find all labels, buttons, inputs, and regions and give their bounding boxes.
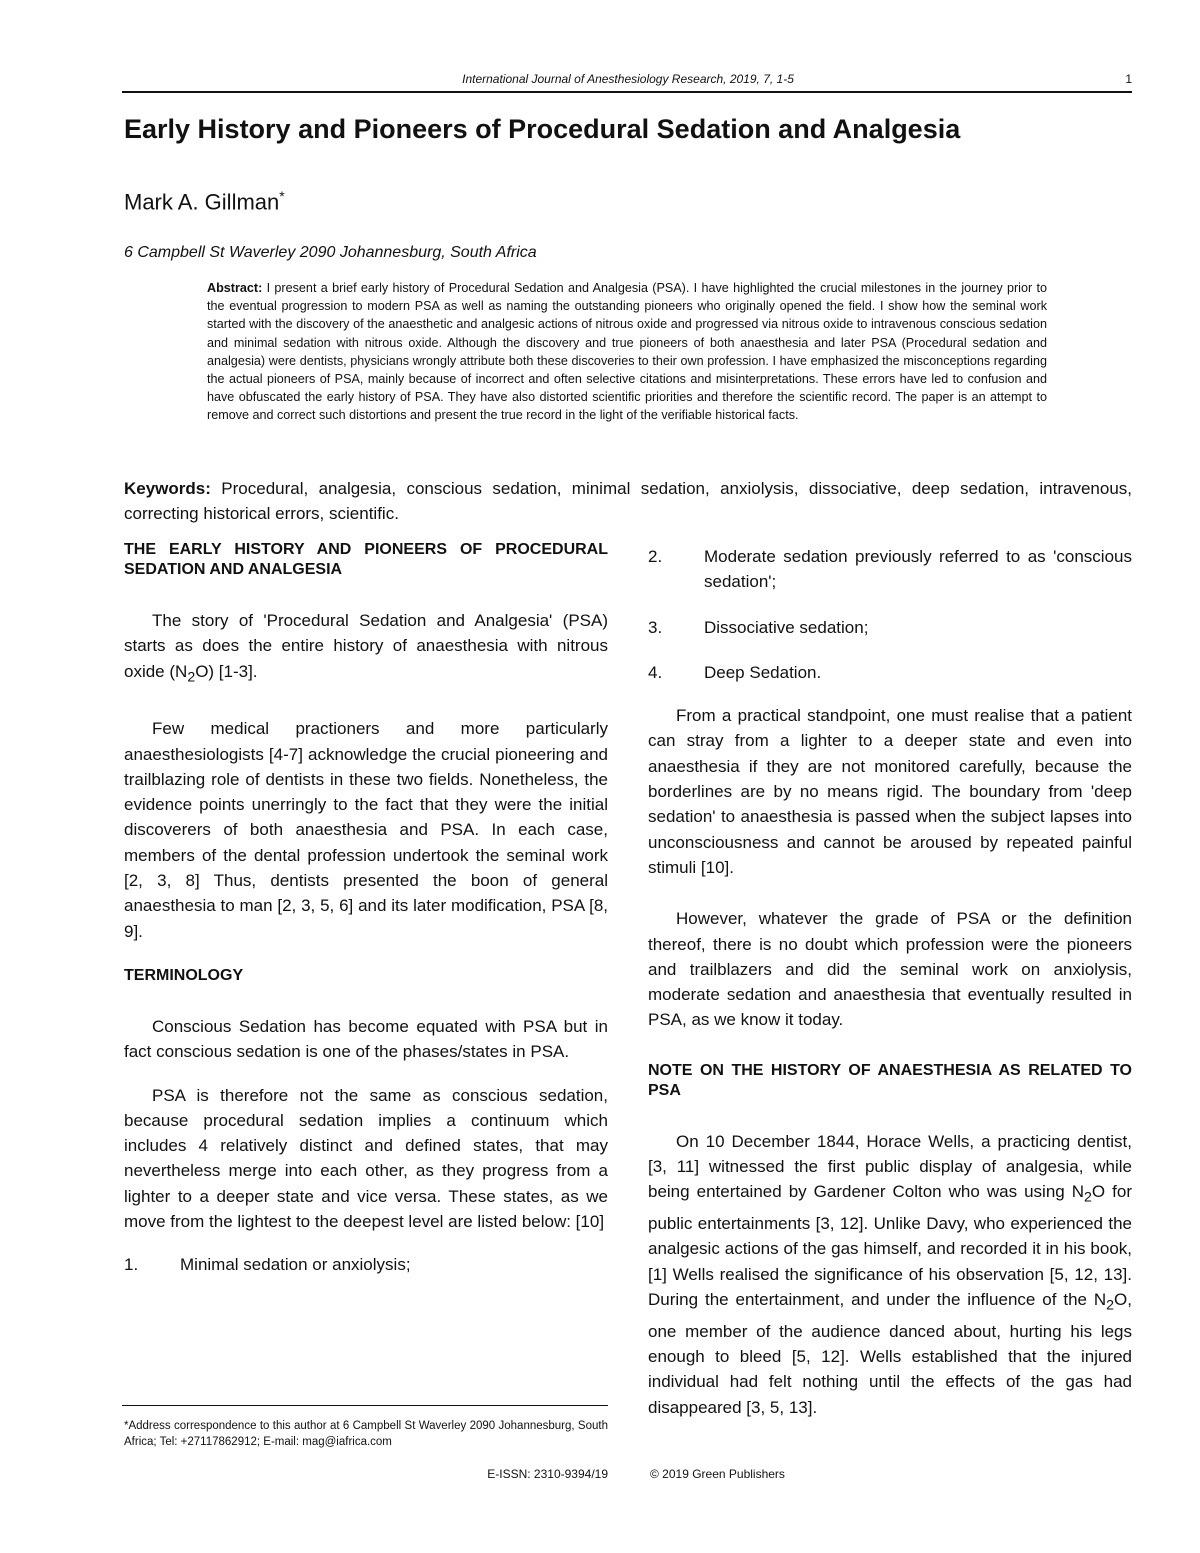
page-number: 1 <box>1125 72 1132 86</box>
list-text: Minimal sedation or anxiolysis; <box>180 1255 411 1275</box>
keywords <box>124 476 1132 526</box>
section-heading-note-on-history: NOTE ON THE HISTORY OF ANAESTHESIA AS RELATED TO PSA <box>648 1061 1132 1099</box>
issn: E-ISSN: 2310-9394/19 <box>487 1467 608 1481</box>
paragraph: However, whatever the grade of PSA or the definition thereof, there is no doubt which profession were the pioneers and trailblazers and did the seminal work on anxiolysis, moderate sedation and anaesthesia that eventually resulted in PSA, as we know it today. <box>648 909 1132 1030</box>
subscript: 2 <box>187 668 196 685</box>
list-text: Deep Sedation. <box>704 662 822 682</box>
paragraph: From a practical standpoint, one must realise that a patient can stray from a lighter to a deeper state and even into anaesthesia if they are not monitored carefully, because the borderlines are by no means rigid. The boundary from 'deep sedation' to anaesthesia is passed when the subject lapses into unconsciousness and cannot be aroused by repeated painful stimuli [10]. <box>648 706 1132 877</box>
list-number: 3. <box>648 617 663 637</box>
section-heading-terminology: TERMINOLOGY <box>124 966 244 984</box>
list-text: Dissociative sedation; <box>704 617 869 637</box>
list-item <box>648 660 1132 685</box>
list-item <box>648 544 1132 595</box>
author-footnote-mark: * <box>279 188 285 204</box>
paragraph: The story of 'Procedural Sedation and Analgesia' (PSA) starts as does the entire history of anaesthesia with nitrous oxide $(N_2O)$ [1-3]. <box>124 611 608 685</box>
keywords-label: Keywords: <box>124 479 211 498</box>
footnote: *Address correspondence to this author at 6 Campbell St Waverley 2090 Johannesburg, South Africa; Tel: +27117862912; E-mail: mag@iafrica.com <box>124 1420 608 1448</box>
author-name: Mark A. Gillman <box>124 189 280 215</box>
list-item <box>648 615 1132 640</box>
list-number: 4. <box>648 662 663 682</box>
section-heading-early-history: THE EARLY HISTORY AND PIONEERS OF PROCEDURAL SEDATION AND ANALGESIA <box>124 541 608 578</box>
paragraph: Few medical practioners and more particularly anaesthesiologists [4-7] acknowledge the crucial pioneering and trailblazing role of dentists in these two fields. Nonetheless, the evidence points unerringly to the fact that they were the initial discoverers of both anaesthesia and PSA. In each case, members of the dental profession undertook the seminal work [2, 3, 8] Thus, dentists presented the boon of general anaesthesia to man [2, 3, 5, 6] and its later modification, PSA [8, 9]. <box>124 719 608 941</box>
list-text: Moderate sedation previously referred to as 'conscious sedation'; <box>704 547 1132 592</box>
abstract <box>207 279 1047 425</box>
list-number: 1. <box>124 1255 139 1275</box>
subscript: 2 <box>1084 1189 1092 1206</box>
list-number: 2. <box>648 547 663 566</box>
header-rule <box>122 91 1132 93</box>
affiliation: 6 Campbell St Waverley 2090 Johannesburg, South Africa <box>124 244 537 261</box>
footnote-rule <box>122 1405 608 1406</box>
abstract-label: Abstract: <box>207 281 263 295</box>
keywords-text: Procedural, analgesia, conscious sedation, minimal sedation, anxiolysis, dissociative, deep sedation, intravenous, correcting historical errors, scientific. <box>124 479 1132 523</box>
copyright: © 2019 Green Publishers <box>650 1467 785 1481</box>
running-head: International Journal of Anesthesiology Research, 2019, 7, 1-5 <box>462 72 794 86</box>
abstract-text: I present a brief early history of Procedural Sedation and Analgesia (PSA). I have highlighted the crucial milestones in the journey prior to the eventual progression to modern PSA as well as naming the outstanding pioneers who originally opened the field. I show how the seminal work started with the discovery of the anaesthetic and analgesic actions of nitrous oxide and progressed via nitrous oxide to intravenous conscious sedation and minimal sedation with nitrous oxide. Although the discovery and true pioneers of both anaesthesia and later PSA (Procedural sedation and analgesia) were dentists, physicians wrongly attribute both these discoveries to their own profession. I have emphasized the misconceptions regarding the actual pioneers of PSA, mainly because of incorrect and often selective citations and misinterpretations. These errors have led to confusion and have obfuscated the early history of PSA. They have also distorted scientific priorities and therefore the scientific record. The paper is an attempt to remove and correct such distortions and present the true record in the light of the verifiable historical facts. <box>207 281 1047 423</box>
author <box>124 182 285 216</box>
article-title: Early History and Pioneers of Procedural Sedation and Analgesia <box>124 114 961 144</box>
list-item <box>124 1252 608 1277</box>
paragraph: PSA is therefore not the same as conscious sedation, because procedural sedation implies a continuum which includes 4 relatively distinct and defined states, that may nevertheless merge into each other, as they progress from a lighter to a deeper state and vice versa. These states, as we move from the lightest to the deepest level are listed below: [10] <box>124 1085 608 1232</box>
paragraph: On 10 December 1844, Horace Wells, a practicing dentist, [3, 11] witnessed the first public display of analgesia, while being entertained by Gardener Colton who was using $N_2O$ for public entertainments [3, 12]. Unlike Davy, who experienced the analgesic actions of the gas himself, and recorded it in his book, [1] Wells realised the significance of his observation [5, 12, 13]. During the entertainment, and under the influence of the $N_2O$, one member of the audience danced about, hurting his legs enough to bleed [5, 12]. Wells established that the injured individual had felt nothing until the effects of the gas had disappeared [3, 5, 13]. <box>648 1131 1132 1417</box>
left-column <box>124 540 608 1298</box>
paragraph: Conscious Sedation has become equated with PSA but in fact conscious sedation is one of the phases/states in PSA. <box>124 1016 608 1062</box>
subscript: 2 <box>1106 1297 1115 1314</box>
right-column <box>648 544 1132 1438</box>
